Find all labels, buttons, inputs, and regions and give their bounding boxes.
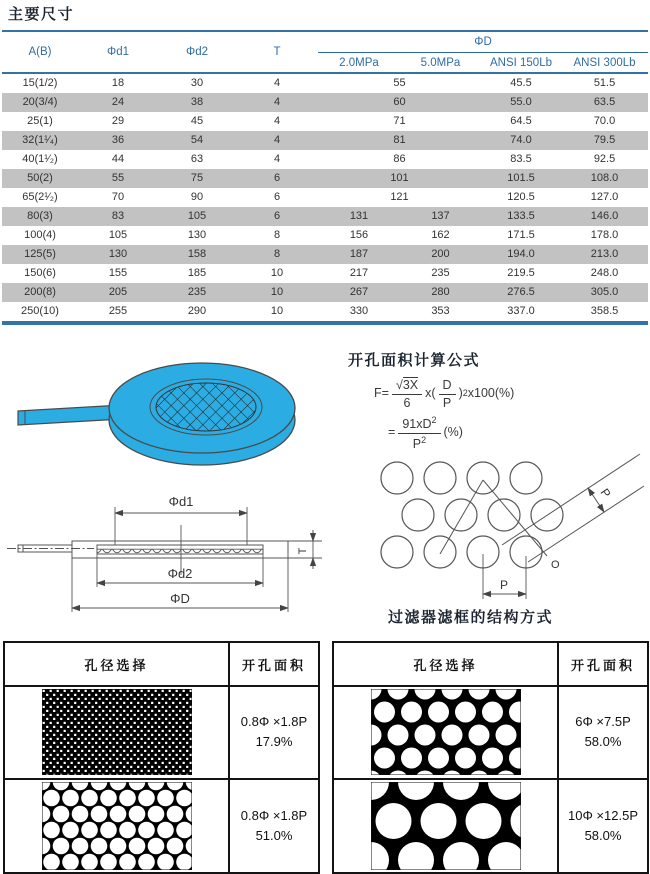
dimension-cell-ansi300: 358.5	[590, 305, 619, 317]
dimensions-table	[2, 30, 648, 325]
dimension-cell-d2: 38	[190, 96, 204, 108]
dimension-cell-d1: 130	[108, 248, 128, 260]
fraction-3-num-sup: 2	[431, 415, 437, 425]
formula-body	[374, 378, 648, 450]
disc-body	[109, 363, 295, 465]
dimension-cell-t: 4	[273, 77, 281, 89]
dimension-cell-ansi300: 108.0	[590, 172, 619, 184]
pattern-cell-honeycomb	[5, 780, 230, 873]
dimension-row	[2, 302, 648, 323]
col-header-group-d: ΦD	[318, 31, 648, 53]
dimension-cell-ansi300: 63.5	[593, 96, 616, 108]
dimension-cell-p20: 81	[393, 134, 406, 146]
dimension-cell-ansi300: 127.0	[590, 191, 619, 203]
open-area-text: 51.0%	[255, 827, 293, 843]
dimension-cell-t: 10	[270, 286, 284, 298]
dimension-row	[2, 226, 648, 245]
dimension-cell-d1: 83	[111, 210, 125, 222]
dimension-cell-ansi150: 337.0	[507, 305, 535, 317]
dimension-cell-ansi300: 248.0	[590, 267, 619, 279]
dimension-cell-p50: 162	[431, 229, 450, 241]
dimension-cell-p20: 131	[349, 210, 369, 222]
dimension-cell-ansi300: 51.5	[593, 77, 616, 89]
dimension-cell-ansi150: 219.5	[507, 267, 535, 279]
dimension-cell-a: 250(10)	[21, 305, 59, 317]
dimension-row	[2, 207, 648, 226]
dimension-row	[2, 150, 648, 169]
dimension-cell-d2: 54	[190, 134, 204, 146]
dimension-row	[2, 73, 648, 93]
dimension-cell-ansi150: 55.0	[510, 96, 532, 108]
col-header-50mpa: 5.0MPa	[420, 56, 461, 69]
spec-cell	[559, 687, 647, 780]
spec-text: 0.8Φ ×1.8P	[240, 714, 308, 730]
dimensions-table-body	[2, 73, 648, 323]
formula-mid: x(	[425, 386, 436, 401]
col-header-ab: A(B)	[28, 46, 52, 58]
dimension-cell-p20: 267	[349, 286, 369, 298]
dimension-cell-d2: 30	[190, 77, 204, 89]
dimension-cell-d1: 36	[111, 134, 125, 146]
dimension-cell-p50: 200	[431, 248, 450, 260]
dimension-cell-ansi150: 133.5	[507, 210, 535, 222]
formula-tail-1: x100(%)	[467, 386, 515, 401]
fraction-3-den-sup: 2	[421, 434, 427, 445]
dimension-cell-p20: 217	[349, 267, 369, 279]
dimension-cell-d1: 55	[111, 172, 125, 184]
hole-pitch-diagram	[348, 448, 646, 608]
dimension-cell-d1: 205	[108, 286, 128, 298]
dimension-cell-d1: 24	[111, 96, 125, 108]
label-p-diagonal: P	[597, 485, 614, 501]
spec-cell	[230, 687, 318, 780]
dimension-cell-ansi150: 171.5	[507, 229, 535, 241]
fraction-3-den: P	[412, 436, 422, 451]
dimension-cell-ansi300: 70.0	[593, 115, 616, 127]
dimension-cell-p20: 121	[390, 191, 409, 203]
dimension-cell-d2: 63	[190, 153, 204, 165]
dimension-row	[2, 112, 648, 131]
dimension-cell-a: 200(8)	[24, 286, 56, 298]
formula-equals: =	[388, 425, 396, 440]
pattern-cell-medium-holes	[334, 687, 559, 780]
pitch-diagram-caption: 过滤器滤框的结构方式	[388, 609, 554, 626]
dimension-cell-ansi300: 213.0	[590, 248, 619, 260]
col-header-ansi300: ANSI 300Lb	[573, 56, 636, 69]
dimension-cell-ansi300: 146.0	[590, 210, 619, 222]
fraction-3-num: 91xD	[402, 417, 432, 432]
page-title: 主要尺寸	[8, 6, 75, 23]
col-header-t: T	[273, 46, 281, 58]
dimension-cell-d2: 235	[187, 286, 207, 298]
dimension-cell-t: 10	[270, 267, 284, 279]
dimension-cell-d1: 29	[111, 115, 125, 127]
dimension-cell-ansi150: 120.5	[507, 191, 535, 203]
perforation-pattern-honeycomb	[42, 782, 192, 870]
spec-text: 10Φ ×12.5P	[567, 807, 638, 823]
dimension-row	[2, 264, 648, 283]
dimension-cell-a: 125(5)	[24, 248, 56, 260]
hole-table-left-header-selection: 孔径选择	[5, 643, 230, 687]
formula-tail-2: (%)	[443, 425, 463, 440]
dimension-cell-d2: 158	[187, 248, 207, 260]
dimension-cell-ansi150: 45.5	[510, 77, 532, 89]
fraction-2-num: D	[439, 378, 456, 395]
dimension-cell-a: 15(1/2)	[22, 77, 58, 89]
dimension-cell-a: 150(6)	[24, 267, 56, 279]
dimension-cell-t: 4	[273, 115, 281, 127]
dimension-cell-ansi150: 74.0	[510, 134, 532, 146]
dimension-cell-p20: 55	[393, 77, 406, 89]
dimension-cell-a: 20(3/4)	[22, 96, 58, 108]
dimension-cell-ansi300: 305.0	[590, 286, 619, 298]
dimension-cell-d1: 255	[108, 305, 128, 317]
label-T: T	[297, 547, 309, 555]
dimension-cell-p20: 71	[393, 115, 406, 127]
formula-fraction-2	[439, 378, 456, 409]
dimension-row	[2, 245, 648, 264]
dimension-cell-t: 8	[273, 229, 281, 241]
pitch-triangle-right-leg	[483, 480, 547, 556]
hole-circles	[381, 462, 563, 568]
formula-line-2	[388, 415, 648, 450]
section-perforated-strip	[97, 545, 263, 554]
dimension-cell-d1: 105	[108, 229, 128, 241]
dimension-cell-d1: 44	[111, 153, 125, 165]
pattern-cell-large-holes	[334, 780, 559, 873]
diag-line-lower	[528, 486, 644, 562]
formula-section	[348, 349, 648, 456]
hole-table-right-header-openarea: 开孔面积	[559, 643, 647, 687]
label-origin: O	[551, 559, 560, 571]
dimension-cell-p20: 187	[349, 248, 369, 260]
dimension-row	[2, 131, 648, 150]
dimension-cell-t: 8	[273, 248, 281, 260]
dimension-cell-a: 50(2)	[27, 172, 53, 184]
fraction-2-den: P	[442, 395, 452, 410]
dimension-cell-ansi300: 79.5	[593, 134, 616, 146]
dimension-cell-p20: 101	[390, 172, 409, 184]
diag-line-upper	[502, 454, 640, 545]
formula-line-1	[374, 378, 648, 409]
formula-fraction-1	[392, 378, 422, 409]
dimension-cell-p50: 137	[431, 210, 450, 222]
formula-title: 开孔面积计算公式	[348, 352, 481, 369]
perforation-pattern-fine-dots	[42, 689, 192, 775]
dimension-cell-t: 6	[273, 172, 281, 184]
dimension-cell-ansi150: 194.0	[507, 248, 535, 260]
dimension-cell-p20: 60	[393, 96, 406, 108]
hole-table-left-header-openarea: 开孔面积	[230, 643, 318, 687]
dimension-cell-a: 80(3)	[27, 210, 53, 222]
dimension-cell-d1: 155	[108, 267, 128, 279]
dimension-cell-d1: 70	[111, 191, 125, 203]
sqrt-radicand: 3X	[402, 378, 419, 392]
dimension-cell-p20: 86	[393, 153, 406, 165]
hole-table-left	[3, 641, 320, 874]
label-p-horizontal: P	[499, 578, 509, 592]
dimension-row	[2, 283, 648, 302]
dimension-cell-t: 4	[273, 153, 281, 165]
dimension-cell-t: 6	[273, 210, 281, 222]
dimension-cell-d2: 290	[187, 305, 207, 317]
dimension-cell-ansi150: 276.5	[507, 286, 535, 298]
label-d2: Φd2	[167, 566, 193, 581]
dimension-cell-d2: 75	[190, 172, 204, 184]
hole-table-right-header-selection: 孔径选择	[334, 643, 559, 687]
dimension-cell-a: 40(1¹⁄₂)	[22, 153, 58, 165]
fraction-1-den: 6	[403, 395, 411, 410]
dimension-cell-ansi300: 178.0	[590, 229, 619, 241]
disc-handle	[18, 405, 122, 425]
filter-disc-illustration	[12, 348, 308, 480]
dimension-row	[2, 93, 648, 112]
dimension-cell-d2: 45	[190, 115, 204, 127]
col-header-20mpa: 2.0MPa	[339, 56, 379, 69]
dimension-cell-a: 25(1)	[27, 115, 53, 127]
disc-mesh	[156, 383, 256, 431]
dimension-cell-a: 100(4)	[24, 229, 56, 241]
dimension-cell-p50: 353	[431, 305, 450, 317]
formula-lhs: F=	[374, 386, 389, 401]
open-area-text: 58.0%	[584, 734, 622, 750]
dimension-row	[2, 169, 648, 188]
spec-text: 0.8Φ ×1.8P	[240, 807, 308, 823]
label-D: ΦD	[170, 591, 190, 606]
col-header-d1: Φd1	[107, 46, 129, 58]
sqrt-sign: √	[395, 378, 403, 392]
dimension-cell-p20: 156	[349, 229, 369, 241]
col-header-ansi150: ANSI 150Lb	[489, 56, 552, 69]
col-header-d2: Φd2	[186, 46, 208, 58]
perforation-pattern-large-holes	[371, 782, 521, 870]
label-d1: Φd1	[168, 494, 194, 509]
dimension-cell-t: 4	[273, 134, 281, 146]
dimension-cell-a: 32(1¹⁄₄)	[22, 134, 58, 146]
pattern-cell-fine-dots	[5, 687, 230, 780]
dimension-cell-d1: 18	[111, 77, 125, 89]
dimension-cell-d2: 130	[187, 229, 207, 241]
dimension-cell-ansi150: 101.5	[507, 172, 535, 184]
dimension-cell-p50: 280	[431, 286, 450, 298]
spec-cell	[230, 780, 318, 873]
dimension-cell-p20: 330	[349, 305, 369, 317]
perforation-pattern-medium-holes	[371, 689, 521, 775]
open-area-text: 58.0%	[584, 827, 622, 843]
formula-exponent: 2	[462, 388, 468, 398]
dimension-cell-t: 4	[273, 96, 281, 108]
dimension-cell-t: 6	[273, 191, 281, 203]
dimension-row	[2, 188, 648, 207]
spec-text: 6Φ ×7.5P	[575, 714, 631, 730]
formula-fraction-3	[398, 415, 440, 450]
dimension-cell-ansi150: 64.5	[510, 115, 532, 127]
dimension-cell-t: 10	[270, 305, 284, 317]
hole-table-right	[332, 641, 649, 874]
formula-close-paren: )	[458, 386, 463, 401]
dimension-cell-d2: 90	[190, 191, 204, 203]
cross-section-drawing	[2, 485, 338, 617]
open-area-text: 17.9%	[255, 734, 293, 750]
dimension-cell-d2: 105	[187, 210, 207, 222]
dimension-cell-ansi300: 92.5	[593, 153, 616, 165]
dimension-cell-a: 65(2¹⁄₂)	[22, 191, 58, 203]
dimension-cell-ansi150: 83.5	[510, 153, 532, 165]
dimension-cell-p50: 235	[431, 267, 450, 279]
dimension-cell-d2: 185	[187, 267, 207, 279]
spec-cell	[559, 780, 647, 873]
